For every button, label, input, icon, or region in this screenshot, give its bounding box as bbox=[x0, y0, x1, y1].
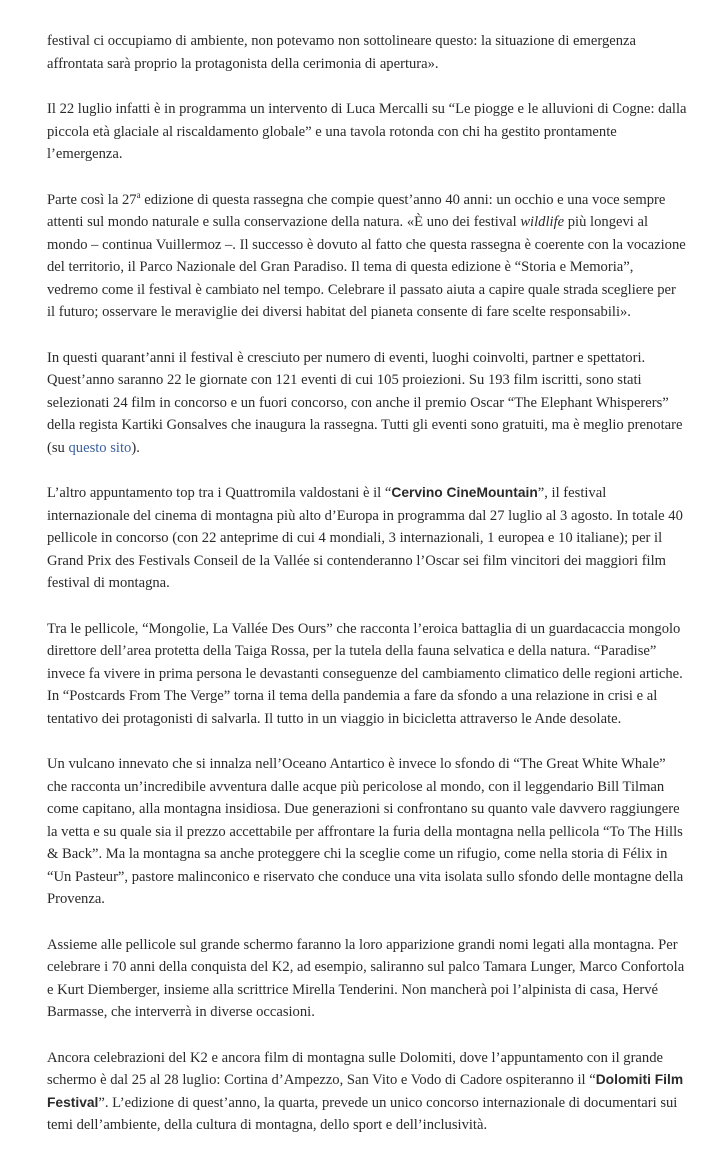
paragraph-2 bbox=[47, 98, 687, 166]
paragraph-4-text-a: In questi quarant’anni il festival è cresciuto per numero di eventi, luoghi coinvolti, partner e spettatori. Quest’anno saranno 22 le giornate con 121 eventi di cui 105 proiezioni. Su 193 film iscritti, sono stati selezionati 24 film in concorso e un fuori concorso, con anche il premio Oscar “The Elephant Whisperers” della regista Kartiki Gonsalves che inaugura la rassegna. Tutti gli eventi sono gratuiti, ma è meglio prenotare (su bbox=[47, 349, 683, 456]
paragraph-4 bbox=[47, 347, 687, 460]
paragraph-6-text: Tra le pellicole, “Mongolie, La Vallée Des Ours” che racconta l’eroica battaglia di un guardacaccia mongolo direttore dell’area protetta della Taiga Rossa, per la tutela della fauna selvatica e della natura. “Paradise” invece fa vivere in prima persona le devastanti conseguenze del cambiamento climatico delle regioni artiche. In “Postcards From The Verge” torna il tema della pandemia a fare da sfondo a una relazione in crisi e al tentativo dei protagonisti di salvarla. Il tutto in un viaggio in bicicletta attraverso le Ande desolate. bbox=[47, 620, 683, 727]
paragraph-5-text-a: L’altro appuntamento top tra i Quattromila valdostani è il “ bbox=[47, 485, 392, 501]
ordinal-superscript: a bbox=[136, 189, 141, 200]
dolomiti-film-festival-bold: Dolomiti Film Festival bbox=[47, 1072, 684, 1110]
paragraph-7 bbox=[47, 753, 687, 911]
paragraph-4-text-b: ). bbox=[131, 439, 140, 456]
paragraph-5-text-b: ”, il festival internazionale del cinema di montagna più alto d’Europa in programma dal 27 luglio al 3 agosto. In totale 40 pellicole in concorso (con 22 anteprime di cui 4 mondiali, 3 internazionali, 1 europea e 10 italiane); per il Grand Prix des Festivals Conseil de la Vallée si contenderanno l’Oscar sei film vincitori dei maggiori film festival di montagna. bbox=[47, 485, 683, 591]
wildlife-italic: wildlife bbox=[520, 214, 565, 230]
paragraph-6 bbox=[47, 618, 687, 731]
cervino-cinemountain-bold: Cervino CineMountain bbox=[391, 485, 538, 500]
paragraph-9 bbox=[47, 1047, 687, 1137]
paragraph-5 bbox=[47, 482, 687, 595]
paragraph-9-text-a: Ancora celebrazioni del K2 e ancora film di montagna sulle Dolomiti, dove l’appuntamento con il grande schermo è dal 25 al 28 luglio: Cortina d’Ampezzo, San Vito e Vodo di Cadore ospiteranno il “ bbox=[47, 1049, 663, 1088]
paragraph-9-text-b: ”. L’edizione di quest’anno, la quarta, prevede un unico concorso internazionale di documentari sui temi dell’ambiente, della cultura di montagna, dello sport e dell’inclusività. bbox=[47, 1094, 678, 1133]
paragraph-3-text-a: Parte così la 27 bbox=[47, 191, 137, 208]
article-body bbox=[47, 30, 687, 1160]
paragraph-3-text-b: edizione di questa rassegna che compie quest’anno 40 anni: un occhio e una voce sempre attenti sul mondo naturale e sulla conservazione della natura. «È uno dei festival bbox=[47, 191, 666, 230]
paragraph-2-text: Il 22 luglio infatti è in programma un intervento di Luca Mercalli su “Le piogge e le alluvioni di Cogne: dalla piccola età glaciale al riscaldamento globale” e una tavola rotonda con chi ha gestito prontamente l’emergenza. bbox=[47, 101, 687, 162]
paragraph-1-text: festival ci occupiamo di ambiente, non potevamo non sottolineare questo: la situazione di emergenza affrontata sarà proprio la protagonista della cerimonia di apertura». bbox=[47, 33, 636, 72]
paragraph-8-text: Assieme alle pellicole sul grande schermo faranno la loro apparizione grandi nomi legati alla montagna. Per celebrare i 70 anni della conquista del K2, ad esempio, saliranno sul palco Tamara Lunger, Marco Confortola e Kurt Diemberger, insieme alla scrittrice Mirella Tenderini. Non mancherà poi l’alpinista di casa, Hervé Barmasse, che interverrà in diverse occasioni. bbox=[47, 936, 685, 1020]
paragraph-1 bbox=[47, 30, 687, 75]
paragraph-3 bbox=[47, 189, 687, 324]
paragraph-7-text: Un vulcano innevato che si innalza nell’Oceano Antartico è invece lo sfondo di “The Great White Whale” che racconta un’incredibile avventura dalle acque più pericolose al mondo, con il leggendario Bill Tilman come capitano, alla montagna insidiosa. Due generazioni si confrontano su quanto vale davvero raggiungere la vetta e su quale sia il prezzo accettabile per affrontare la furia della montagna nella pellicola “To The Hills & Back”. Ma la montagna sa anche proteggere chi la sceglie come un rifugio, come nella storia di Félix in “Un Pasteur”, pastore malinconico e riservato che conduce una vita isolata sullo sfondo delle montagne della Provenza. bbox=[47, 756, 684, 907]
paragraph-3-text-c: più longevi al mondo – continua Vuillermoz –. Il successo è dovuto al fatto che questa rassegna è coerente con la vocazione del territorio, il Parco Nazionale del Gran Paradiso. Il tema di questa edizione è “Storia e Memoria”, vedremo come il festival è cambiato nel tempo. Celebrare il passato aiuta a capire quale strada scegliere per il futuro; osservare le meraviglie dei diversi habitat del pianeta consente di fare scelte responsabili». bbox=[47, 214, 686, 320]
paragraph-8 bbox=[47, 934, 687, 1024]
questo-sito-link[interactable]: questo sito bbox=[68, 439, 132, 456]
